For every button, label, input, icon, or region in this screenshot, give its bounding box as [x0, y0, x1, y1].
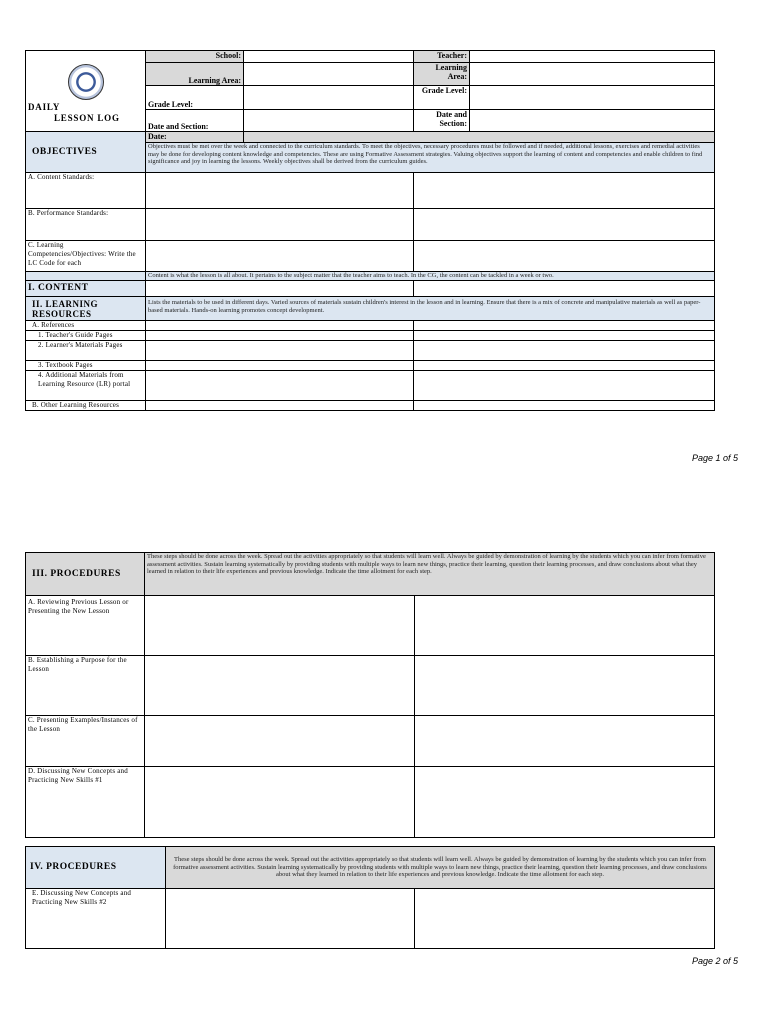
learning-resources-heading: II. LEARNING RESOURCES: [26, 297, 146, 321]
lesson-log-table-page1: [25, 50, 715, 411]
page-number-1: Page 1 of 5: [692, 453, 739, 463]
content-standards-col1[interactable]: [146, 173, 414, 209]
step-a-col1[interactable]: [145, 596, 415, 656]
performance-standards-label: B. Performance Standards:: [26, 209, 146, 241]
textbook-col1[interactable]: [146, 361, 414, 371]
date-value[interactable]: [244, 132, 715, 143]
step-b-label: B. Establishing a Purpose for the Lesson: [26, 656, 145, 716]
date-label: Date:: [146, 132, 244, 143]
header-logo-cell: [26, 51, 146, 132]
performance-standards-col1[interactable]: [146, 209, 414, 241]
school-value[interactable]: [244, 51, 414, 63]
other-resources-col1[interactable]: [146, 401, 414, 411]
procedures-note: These steps should be done across the week. Spread out the activities appropriately so that students will learn well. Always be guided by demonstration of learning by the students which you can infer from formative assessment activities. Sustain learning systematically by providing students with multiple ways to learn new things, practice their learning, question their learning processes, and draw conclusions about what they learned in relation to their life experiences and previous knowledge. Indicate the time allotment for each step.: [145, 553, 715, 596]
learning-area-label-right: Learning Area:: [414, 63, 470, 86]
references-col1[interactable]: [146, 321, 414, 331]
learners-materials-col1[interactable]: [146, 341, 414, 361]
additional-materials-label: 4. Additional Materials from Learning Resource (LR) portal: [26, 371, 146, 401]
school-label: School:: [146, 51, 244, 63]
grade-level-value[interactable]: [244, 86, 414, 110]
objectives-heading: OBJECTIVES: [26, 132, 146, 173]
step-d-label: D. Discussing New Concepts and Practicing New Skills #1: [26, 767, 145, 838]
additional-materials-col2[interactable]: [414, 371, 715, 401]
date-section-label-right: Date and Section:: [414, 110, 470, 132]
textbook-label: 3. Textbook Pages: [26, 361, 146, 371]
teachers-guide-label: 1. Teacher's Guide Pages: [26, 331, 146, 341]
date-section-value[interactable]: [244, 110, 414, 132]
page-number-2: Page 2 of 5: [692, 956, 739, 966]
procedures-iv-table: [25, 846, 715, 949]
other-resources-col2[interactable]: [414, 401, 715, 411]
learning-area-label: Learning Area:: [146, 63, 244, 86]
teacher-label: Teacher:: [414, 51, 470, 63]
learning-competencies-label: C. Learning Competencies/Objectives: Write the LC Code for each: [26, 241, 146, 272]
references-label: A. References: [26, 321, 146, 331]
procedures-iv-note: These steps should be done across the week. Spread out the activities appropriately so that students will learn well. Always be guided by demonstration of learning by the students which you can infer from formative assessment activities. Sustain learning systematically by providing students with multiple ways to learn new things, practice their learning, question their learning processes, and draw conclusions about what they learned in relation to their life experiences and previous knowledge. Indicate the time allotment for each step.: [166, 847, 715, 889]
objectives-note: Objectives must be met over the week and connected to the curriculum standards. To meet the objectives, necessary procedures must be followed and if needed, additional lessons, exercises and remedial activities may be done for developing content knowledge and competencies. These are using Formative Assessment strategies. Valuing objectives support the learning of content and competencies and enable children to find significance and joy in learning the lessons. Weekly objectives shall be derived from the curriculum guides.: [146, 143, 715, 173]
step-a-label: A. Reviewing Previous Lesson or Presenting the New Lesson: [26, 596, 145, 656]
step-e-col2[interactable]: [415, 889, 715, 949]
content-col1[interactable]: [146, 281, 414, 297]
content-standards-col2[interactable]: [414, 173, 715, 209]
learning-area-value-right[interactable]: [470, 63, 715, 86]
learning-competencies-col2[interactable]: [414, 241, 715, 272]
procedures-table: [25, 552, 715, 838]
step-c-col1[interactable]: [145, 716, 415, 767]
grade-level-label: Grade Level:: [146, 86, 244, 110]
date-section-value-right[interactable]: [470, 110, 715, 132]
step-e-col1[interactable]: [166, 889, 415, 949]
learning-resources-note: Lists the materials to be used in different days. Varied sources of materials sustain children's interest in the lesson and in learning. Ensure that there is a mix of concrete and manipulative materials as well as paper-based materials. Hands-on learning promotes concept development.: [146, 297, 715, 321]
step-d-col1[interactable]: [145, 767, 415, 838]
step-e-label: E. Discussing New Concepts and Practicing New Skills #2: [26, 889, 166, 949]
learners-materials-label: 2. Learner's Materials Pages: [26, 341, 146, 361]
step-b-col1[interactable]: [145, 656, 415, 716]
step-b-col2[interactable]: [415, 656, 715, 716]
date-section-label: Date and Section:: [146, 110, 244, 132]
other-resources-label: B. Other Learning Resources: [26, 401, 146, 411]
content-col2[interactable]: [414, 281, 715, 297]
grade-level-value-right[interactable]: [470, 86, 715, 110]
step-c-col2[interactable]: [415, 716, 715, 767]
step-c-label: C. Presenting Examples/Instances of the Lesson: [26, 716, 145, 767]
grade-level-label-right: Grade Level:: [414, 86, 470, 110]
references-col2[interactable]: [414, 321, 715, 331]
content-note: Content is what the lesson is all about. It pertains to the subject matter that the teacher aims to teach. In the CG, the content can be tackled in a week or two.: [146, 272, 715, 281]
performance-standards-col2[interactable]: [414, 209, 715, 241]
content-standards-label: A. Content Standards:: [26, 173, 146, 209]
step-d-col2[interactable]: [415, 767, 715, 838]
additional-materials-col1[interactable]: [146, 371, 414, 401]
content-heading: I. CONTENT: [26, 281, 146, 297]
content-note-spacer: [26, 272, 146, 281]
teachers-guide-col2[interactable]: [414, 331, 715, 341]
procedures-iv-heading: IV. PROCEDURES: [26, 847, 166, 889]
deped-seal: [68, 64, 104, 100]
teacher-value[interactable]: [470, 51, 715, 63]
step-a-col2[interactable]: [415, 596, 715, 656]
teachers-guide-col1[interactable]: [146, 331, 414, 341]
learning-competencies-col1[interactable]: [146, 241, 414, 272]
procedures-heading: III. PROCEDURES: [26, 553, 145, 596]
textbook-col2[interactable]: [414, 361, 715, 371]
learners-materials-col2[interactable]: [414, 341, 715, 361]
learning-area-value[interactable]: [244, 63, 414, 86]
lesson-log-title: DAILY LESSON LOG: [28, 102, 120, 123]
